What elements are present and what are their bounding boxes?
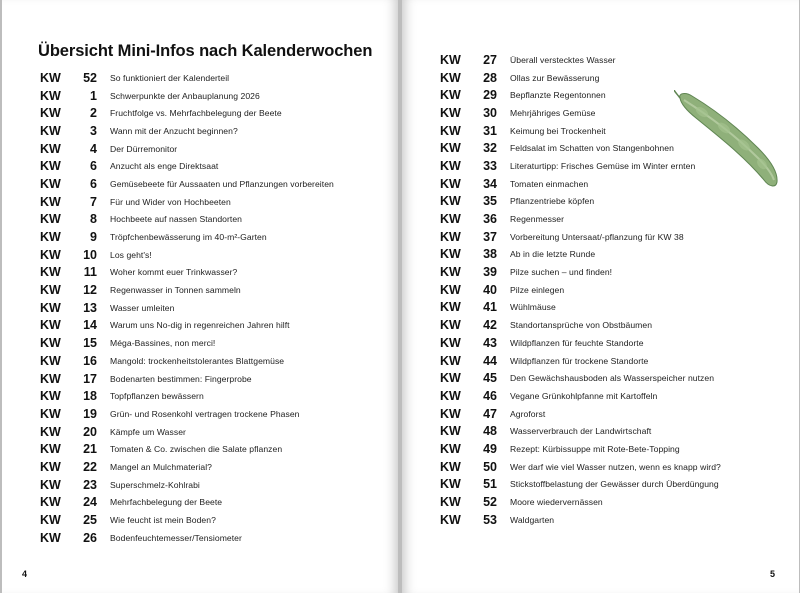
kw-label: KW [440, 495, 461, 510]
week-number: 22 [83, 459, 97, 474]
week-entry [40, 193, 334, 211]
entry-title: Wildpflanzen für trockene Standorte [510, 355, 649, 366]
week-entry [40, 476, 334, 494]
week-number: 12 [83, 283, 97, 298]
week-number: 20 [83, 424, 97, 439]
week-number: 46 [483, 388, 497, 403]
kw-label: KW [40, 300, 61, 315]
entry-title: Rezept: Kürbissuppe mit Rote-Bete-Topping [510, 443, 680, 454]
week-entry [440, 458, 721, 476]
kw-label: KW [40, 106, 61, 121]
week-entry [40, 87, 334, 105]
week-number: 1 [90, 88, 97, 103]
week-number: 26 [83, 530, 97, 545]
week-entry [40, 299, 334, 317]
entry-title: Pilze einlegen [510, 284, 565, 295]
kw-label: KW [440, 441, 461, 456]
week-number: 45 [483, 371, 497, 386]
week-number: 10 [83, 247, 97, 262]
kw-label: KW [40, 389, 61, 404]
week-number: 11 [83, 265, 97, 280]
week-entry [40, 423, 334, 441]
kw-label: KW [440, 300, 461, 315]
week-number: 44 [483, 353, 497, 368]
week-entry [40, 440, 334, 458]
week-entry [40, 122, 334, 140]
entry-title: Anzucht als enge Direktsaat [110, 161, 219, 172]
week-number: 49 [483, 441, 497, 456]
week-entry [40, 140, 334, 158]
week-number: 6 [90, 176, 97, 191]
entry-title: Überall verstecktes Wasser [510, 54, 616, 65]
kw-label: KW [40, 194, 61, 209]
week-entry [440, 369, 721, 387]
entry-title: Feldsalat im Schatten von Stangenbohnen [510, 143, 674, 154]
entry-title: Stickstoffbelastung der Gewässer durch Überdüngung [510, 479, 719, 490]
entry-title: Mehrfachbelegung der Beete [110, 497, 223, 508]
kw-label: KW [440, 424, 461, 439]
week-number: 28 [483, 70, 497, 85]
entry-title: Wühlmäuse [510, 302, 556, 313]
kw-label: KW [40, 530, 61, 545]
entry-title: Bodenfeuchtemesser/Tensiometer [110, 532, 242, 543]
week-number: 30 [483, 105, 497, 120]
page-number-left: 4 [22, 569, 28, 579]
week-entry [40, 529, 334, 547]
week-number: 50 [483, 459, 497, 474]
entry-title: Méga-Bassines, non merci! [110, 338, 216, 349]
week-entry [440, 69, 721, 87]
kw-label: KW [440, 88, 461, 103]
kw-label: KW [40, 247, 61, 262]
week-number: 33 [483, 158, 497, 173]
week-number: 41 [483, 300, 497, 315]
kw-label: KW [440, 52, 461, 67]
week-entry [440, 246, 721, 264]
entry-title: Mangel an Mulchmaterial? [110, 461, 212, 472]
entry-title: Agroforst [510, 408, 546, 419]
kw-label: KW [440, 353, 461, 368]
kw-label: KW [40, 513, 61, 528]
week-entry [40, 228, 334, 246]
entry-title: Pflanzentriebe köpfen [510, 196, 595, 207]
week-number: 25 [83, 513, 97, 528]
week-entry [40, 511, 334, 529]
entry-title: Für und Wider von Hochbeeten [110, 196, 231, 207]
kw-label: KW [440, 158, 461, 173]
kw-label: KW [440, 105, 461, 120]
kw-label: KW [440, 212, 461, 227]
entry-title: Pilze suchen – und finden! [510, 267, 613, 278]
week-entry [40, 281, 334, 299]
entry-title: Gemüsebeete für Aussaaten und Pflanzungen vorbereiten [110, 178, 334, 189]
week-number: 17 [83, 371, 97, 386]
week-entry [40, 175, 334, 193]
week-entry [40, 352, 334, 370]
week-entry [440, 352, 721, 370]
entry-title: Den Gewächshausboden als Wasserspeicher nutzen [510, 373, 715, 384]
kw-label: KW [40, 442, 61, 457]
kw-label: KW [40, 371, 61, 386]
week-number: 19 [83, 406, 97, 421]
page-number-right: 5 [770, 569, 776, 579]
left-week-list [40, 69, 334, 547]
week-entry [40, 334, 334, 352]
kw-label: KW [440, 459, 461, 474]
kw-label: KW [40, 283, 61, 298]
week-entry [440, 316, 721, 334]
entry-title: Wasserverbrauch der Landwirtschaft [510, 426, 652, 437]
page-title: Übersicht Mini-Infos nach Kalenderwochen [38, 42, 373, 60]
entry-title: Mehrjähriges Gemüse [510, 107, 596, 118]
entry-title: Superschmelz-Kohlrabi [110, 479, 200, 490]
entry-title: Standortansprüche von Obstbäumen [510, 320, 653, 331]
week-number: 47 [483, 406, 497, 421]
week-number: 4 [90, 141, 97, 156]
week-number: 35 [483, 194, 497, 209]
week-number: 27 [483, 52, 497, 67]
kw-label: KW [40, 230, 61, 245]
entry-title: Literaturtipp: Frisches Gemüse im Winter ernten [510, 160, 696, 171]
week-number: 29 [483, 88, 497, 103]
week-number: 40 [483, 282, 497, 297]
entry-title: Ab in die letzte Runde [510, 249, 596, 260]
week-entry [40, 387, 334, 405]
kw-label: KW [40, 123, 61, 138]
entry-title: Tomaten einmachen [510, 178, 589, 189]
week-entry [40, 211, 334, 229]
entry-title: Vegane Grünkohlpfanne mit Kartoffeln [510, 390, 658, 401]
week-number: 53 [483, 512, 497, 527]
week-number: 42 [483, 318, 497, 333]
week-entry [40, 157, 334, 175]
kw-label: KW [440, 229, 461, 244]
week-entry [40, 458, 334, 476]
week-entry [440, 440, 721, 458]
entry-title: Der Dürremonitor [110, 143, 178, 154]
week-number: 37 [483, 229, 497, 244]
week-entry [440, 405, 721, 423]
kw-label: KW [40, 176, 61, 191]
week-entry [40, 264, 334, 282]
week-number: 32 [483, 141, 497, 156]
green-bean-illustration [674, 90, 784, 190]
week-entry [440, 299, 721, 317]
week-number: 36 [483, 212, 497, 227]
kw-label: KW [40, 336, 61, 351]
week-number: 15 [83, 336, 97, 351]
kw-label: KW [40, 318, 61, 333]
week-entry [440, 493, 721, 511]
kw-label: KW [440, 123, 461, 138]
week-number: 34 [483, 176, 497, 191]
week-number: 3 [90, 123, 97, 138]
week-entry [440, 228, 721, 246]
entry-title: Regenwasser in Tonnen sammeln [110, 285, 241, 296]
left-page [2, 0, 398, 593]
week-entry [40, 494, 334, 512]
week-entry [440, 476, 721, 494]
kw-label: KW [440, 406, 461, 421]
kw-label: KW [440, 335, 461, 350]
entry-title: Wasser umleiten [110, 302, 175, 313]
kw-label: KW [40, 477, 61, 492]
entry-title: Grün- und Rosenkohl vertragen trockene Phasen [110, 408, 300, 419]
entry-title: Woher kommt euer Trinkwasser? [110, 267, 238, 278]
entry-title: Waldgarten [510, 514, 555, 525]
kw-label: KW [40, 353, 61, 368]
kw-label: KW [440, 247, 461, 262]
entry-title: Bodenarten bestimmen: Fingerprobe [110, 373, 252, 384]
week-entry [40, 370, 334, 388]
week-entry [440, 193, 721, 211]
kw-label: KW [440, 477, 461, 492]
week-number: 21 [83, 442, 97, 457]
entry-title: Hochbeete auf nassen Standorten [110, 214, 242, 225]
week-entry [40, 246, 334, 264]
week-number: 16 [83, 353, 97, 368]
entry-title: Wann mit der Anzucht beginnen? [110, 125, 238, 136]
week-entry [40, 104, 334, 122]
kw-label: KW [40, 88, 61, 103]
entry-title: Bepflanzte Regentonnen [510, 90, 606, 101]
entry-title: Tomaten & Co. zwischen die Salate pflanzen [110, 444, 283, 455]
kw-label: KW [440, 318, 461, 333]
kw-label: KW [40, 159, 61, 174]
kw-label: KW [40, 70, 61, 85]
kw-label: KW [40, 459, 61, 474]
week-number: 18 [83, 389, 97, 404]
week-entry [440, 210, 721, 228]
entry-title: Wer darf wie viel Wasser nutzen, wenn es knapp wird? [510, 461, 721, 472]
week-number: 6 [90, 159, 97, 174]
week-number: 38 [483, 247, 497, 262]
week-entry [440, 387, 721, 405]
kw-label: KW [40, 265, 61, 280]
kw-label: KW [440, 141, 461, 156]
entry-title: Moore wiedervernässen [510, 497, 603, 508]
kw-label: KW [40, 212, 61, 227]
week-entry [40, 405, 334, 423]
entry-title: Wildpflanzen für feuchte Standorte [510, 337, 644, 348]
entry-title: Kämpfe um Wasser [110, 426, 186, 437]
week-number: 24 [83, 495, 97, 510]
week-number: 39 [483, 265, 497, 280]
week-number: 52 [483, 495, 497, 510]
week-number: 8 [90, 212, 97, 227]
entry-title: Ollas zur Bewässerung [510, 72, 600, 83]
entry-title: So funktioniert der Kalenderteil [110, 72, 230, 83]
kw-label: KW [40, 406, 61, 421]
kw-label: KW [40, 424, 61, 439]
kw-label: KW [40, 495, 61, 510]
week-entry [440, 51, 721, 69]
kw-label: KW [440, 176, 461, 191]
entry-title: Tröpfchenbewässerung im 40-m²-Garten [110, 232, 267, 243]
kw-label: KW [440, 282, 461, 297]
week-entry [440, 263, 721, 281]
entry-title: Keimung bei Trockenheit [510, 125, 606, 136]
week-number: 31 [483, 123, 497, 138]
kw-label: KW [440, 388, 461, 403]
week-number: 9 [90, 230, 97, 245]
entry-title: Mangold: trockenheitstolerantes Blattgemüse [110, 355, 285, 366]
entry-title: Warum uns No-dig in regenreichen Jahren hilft [110, 320, 290, 331]
week-entry [440, 281, 721, 299]
week-entry [40, 317, 334, 335]
entry-title: Schwerpunkte der Anbauplanung 2026 [110, 90, 260, 101]
week-number: 7 [90, 194, 97, 209]
week-number: 52 [83, 70, 97, 85]
kw-label: KW [440, 265, 461, 280]
entry-title: Topfpflanzen bewässern [110, 391, 204, 402]
week-entry [440, 422, 721, 440]
kw-label: KW [440, 371, 461, 386]
entry-title: Vorbereitung Untersaat/-pflanzung für KW 38 [510, 231, 684, 242]
week-number: 51 [483, 477, 497, 492]
week-entry [40, 69, 334, 87]
week-number: 48 [483, 424, 497, 439]
kw-label: KW [40, 141, 61, 156]
entry-title: Fruchtfolge vs. Mehrfachbelegung der Beete [110, 108, 282, 119]
kw-label: KW [440, 70, 461, 85]
week-number: 43 [483, 335, 497, 350]
entry-title: Regenmesser [510, 214, 565, 225]
kw-label: KW [440, 194, 461, 209]
week-entry [440, 334, 721, 352]
week-entry [440, 511, 721, 529]
entry-title: Wie feucht ist mein Boden? [110, 515, 216, 526]
week-number: 14 [83, 318, 97, 333]
week-number: 13 [83, 300, 97, 315]
week-number: 2 [90, 106, 97, 121]
entry-title: Los geht's! [110, 249, 152, 260]
right-page [402, 0, 799, 593]
week-number: 23 [83, 477, 97, 492]
kw-label: KW [440, 512, 461, 527]
